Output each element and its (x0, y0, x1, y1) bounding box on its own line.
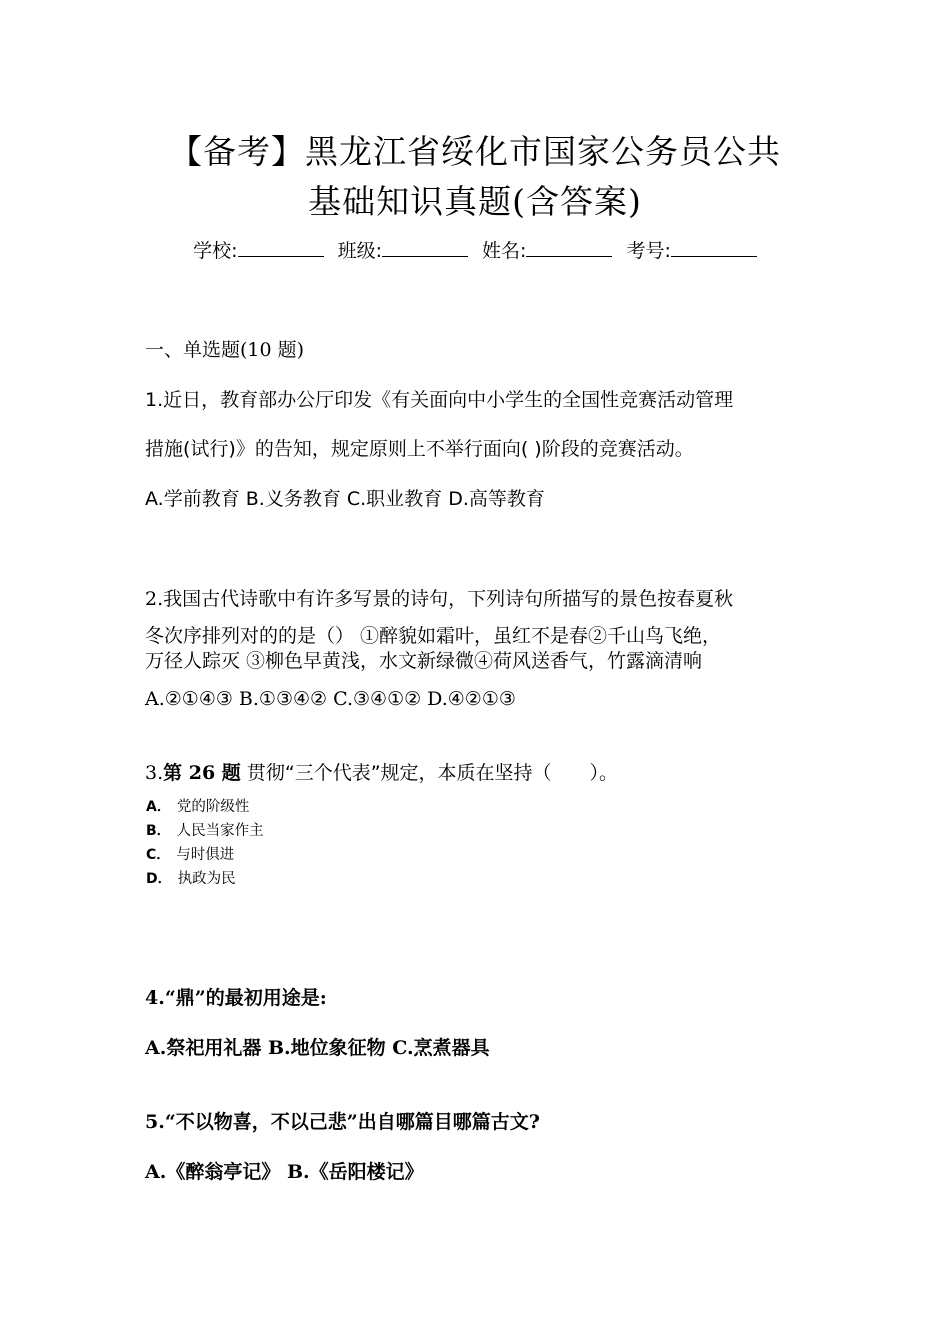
name-field (482, 240, 612, 262)
exam-number-blank (671, 238, 757, 257)
question-3-option-a (146, 797, 249, 817)
question-3-stem (145, 759, 618, 787)
school-field (193, 240, 323, 262)
class-blank (382, 238, 468, 257)
school-blank (238, 238, 324, 257)
question-2-line-1: 2.我国古代诗歌中有许多写景的诗句，下列诗句所描写的景色按春夏秋 (145, 588, 734, 610)
question-3-label: 第 26 题 (163, 762, 241, 784)
option-text: 执政为民 (177, 871, 236, 887)
option-label: B． (146, 823, 171, 839)
section-heading: 一、单选题(10 题) (145, 339, 305, 361)
question-3-option-c (146, 845, 234, 865)
question-1-line-2: 措施(试行)》的告知，规定原则上不举行面向( )阶段的竞赛活动。 (145, 438, 694, 460)
option-label: C． (146, 847, 171, 863)
question-1-line-1: 1.近日，教育部办公厅印发《有关面向中小学生的全国性竞赛活动管理 (145, 389, 734, 411)
question-2-options: A.②①④③ B.①③④② C.③④①② D.④②①③ (145, 688, 516, 710)
student-info-row (0, 238, 950, 264)
document-title-line-2: 基础知识真题(含答案) (308, 182, 642, 221)
question-3-number: 3. (145, 762, 164, 784)
option-label: D． (146, 871, 172, 887)
question-5-options: A.《醉翁亭记》 B.《岳阳楼记》 (145, 1161, 424, 1183)
document-title-line-1: 【备考】黑龙江省绥化市国家公务员公共 (169, 132, 781, 171)
question-3-text: 贯彻“三个代表”规定，本质在坚持（ ）。 (240, 762, 619, 784)
option-label: A． (146, 799, 171, 815)
exam-number-label: 考号: (626, 240, 671, 262)
option-text: 人民当家作主 (176, 823, 264, 839)
question-1-options: A.学前教育 B.义务教育 C.职业教育 D.高等教育 (145, 488, 545, 510)
question-4-options: A.祭祀用礼器 B.地位象征物 C.烹煮器具 (145, 1037, 490, 1059)
exam-number-field (626, 240, 756, 262)
question-3-option-d (146, 869, 236, 889)
school-label: 学校: (193, 240, 238, 262)
name-blank (526, 238, 612, 257)
question-3-option-b (146, 821, 264, 841)
question-5-stem: 5.“不以物喜，不以己悲”出自哪篇目哪篇古文? (145, 1111, 540, 1133)
class-label: 班级: (337, 240, 382, 262)
question-4-stem: 4.“鼎”的最初用途是: (145, 987, 327, 1009)
class-field (338, 240, 468, 262)
question-2-line-2: 冬次序排列对的的是（） ①醉貌如霜叶，虽红不是春②千山鸟飞绝， (145, 625, 722, 647)
option-text: 与时俱进 (176, 847, 235, 863)
name-label: 姓名: (482, 240, 527, 262)
option-text: 党的阶级性 (176, 799, 250, 815)
question-2-line-3: 万径人踪灭 ③柳色早黄浅，水文新绿微④荷风送香气，竹露滴清响 (145, 650, 703, 672)
